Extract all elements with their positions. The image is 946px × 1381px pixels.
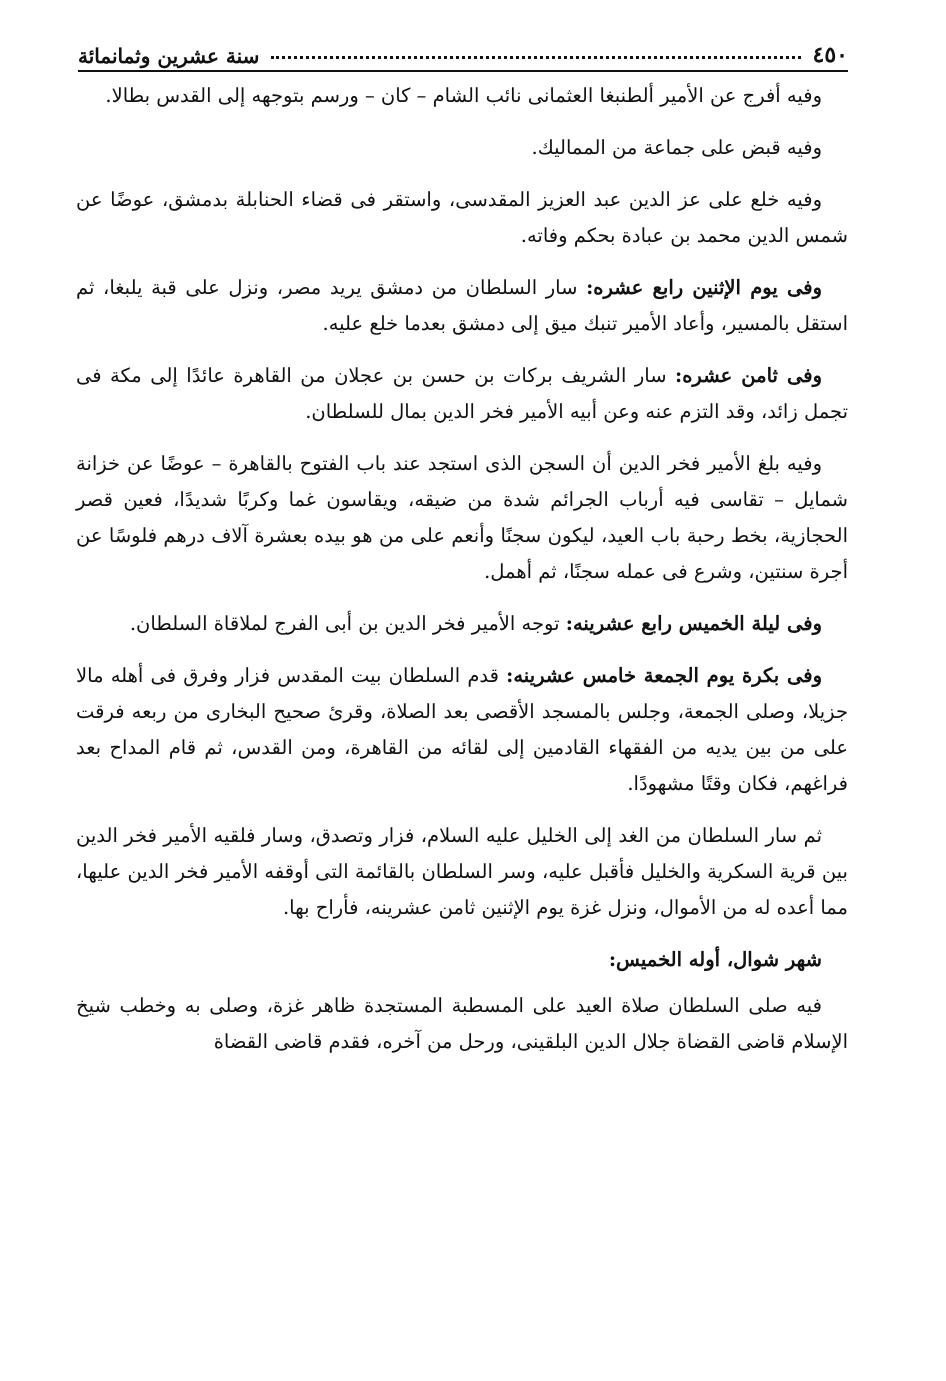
page-body [76,78,848,1076]
paragraph [76,818,848,926]
paragraph [76,270,848,342]
paragraph-text: سار السلطان من دمشق يريد مصر، ونزل على قبة يلبغا، ثم استقل بالمسير، وأعاد الأمير تنبك ميق إلى دمشق بعدما خلع عليه. [76,276,848,335]
paragraph [76,658,848,802]
paragraph-text: فيه صلى السلطان صلاة العيد على المسطبة المستجدة ظاهر غزة، وصلى به وخطب شيخ الإسلام قاضى القضاة جلال الدين البلقينى، ورحل من آخره، فقدم قاضى القضاة [76,994,848,1053]
paragraph-text: توجه الأمير فخر الدين بن أبى الفرج لملاقاة السلطان. [129,612,566,635]
paragraph [76,606,848,642]
date-lead: وفى ثامن عشره: [675,364,822,387]
section-heading [76,942,848,978]
page-number: ٤٥٠ [812,42,848,68]
paragraph [76,182,848,254]
paragraph-text: وفيه بلغ الأمير فخر الدين أن السجن الذى استجد عند باب الفتوح بالقاهرة – عوضًا عن خزانة شمايل – تقاسى فيه أرباب الجرائم شدة من ضيقه، ويقاسون غما وكربًا شديدًا، فعين قصر الحجازية، بخط رحبة باب العيد، ليكون سجنًا وأنعم على من هو بيده بعشرة آلاف درهم فلوسًا عن أجرة سنتين، وشرع فى عمله سجنًا، ثم أهمل. [76,452,848,583]
page-header [78,34,848,72]
paragraph-text: ثم سار السلطان من الغد إلى الخليل عليه السلام، فزار وتصدق، وسار فلقيه الأمير فخر الدين بين قرية السكرية والخليل فأقبل عليه، وسر السلطان بالقائمة التى أوقفه الأمير فخر الدين عليها، مما أعده له من الأموال، ونزل غزة يوم الإثنين ثامن عشرينه، فأراح بها. [76,824,848,919]
date-lead: وفى بكرة يوم الجمعة خامس عشرينه: [506,664,822,687]
leader-dots [271,56,800,59]
paragraph [76,446,848,590]
month-heading: شهر شوال، أوله الخميس: [608,948,822,971]
paragraph-text: قدم السلطان بيت المقدس فزار وفرق فى أهله مالا جزيلا، وصلى الجمعة، وجلس بالمسجد الأقصى بعد الصلاة، وقرئ صحيح البخارى من ربعه فرقت على من بين يديه من الفقهاء القادمين إلى لقائه من القاهرة، ومن القدس، ثم قام المداح بعد فراغهم، فكان وقتًا مشهودًا. [76,664,848,795]
paragraph-text: وفيه أفرج عن الأمير ألطنبغا العثمانى نائب الشام – كان – ورسم بتوجهه إلى القدس بطالا. [105,84,822,107]
paragraph [76,358,848,430]
paragraph [76,988,848,1060]
running-title: سنة عشرين وثمانمائة [78,44,260,68]
paragraph [76,78,848,114]
paragraph-text: وفيه قبض على جماعة من المماليك. [531,136,822,159]
date-lead: وفى يوم الإثنين رابع عشره: [586,276,822,299]
date-lead: وفى ليلة الخميس رابع عشرينه: [565,612,822,635]
paragraph-text: سار الشريف بركات بن حسن بن عجلان من القاهرة عائدًا إلى مكة فى تجمل زائد، وقد التزم عنه وعن أبيه الأمير فخر الدين بمال للسلطان. [76,364,848,423]
paragraph-text: وفيه خلع على عز الدين عبد العزيز المقدسى، واستقر فى قضاء الحنابلة بدمشق، عوضًا عن شمس الدين محمد بن عبادة بحكم وفاته. [76,188,848,247]
paragraph [76,130,848,166]
